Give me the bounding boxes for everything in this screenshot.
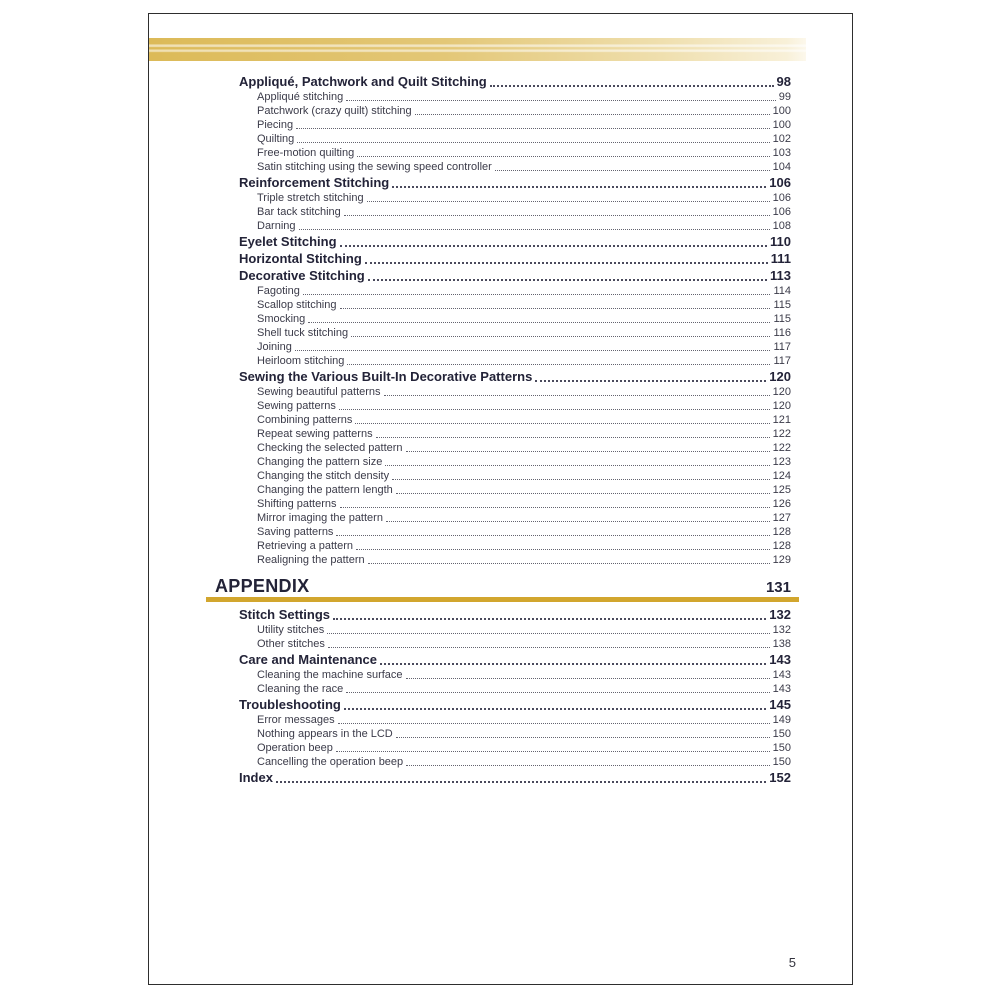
toc-entry-label: Triple stretch stitching [257,192,364,204]
toc-entry-page-number: 150 [772,742,791,754]
toc-entry-label: Sewing patterns [257,400,336,412]
toc-entry-label: Fagoting [257,285,300,297]
dot-leader [376,437,770,438]
toc-row [239,427,791,441]
toc-entry-label: Eyelet Stitching [239,234,337,249]
toc-row [239,511,791,525]
toc-entry-page-number: 106 [772,206,791,218]
toc-entry-label: Appliqué, Patchwork and Quilt Stitching [239,74,487,89]
toc-row [239,483,791,497]
toc-entry-page-number: 122 [772,428,791,440]
toc-row [239,326,791,340]
dot-leader [406,451,770,452]
dot-leader [339,409,770,410]
appendix-header [206,577,799,595]
toc-entry-label: Changing the pattern size [257,456,383,468]
dot-leader [340,507,770,508]
toc-entry-page-number: 111 [770,251,791,266]
dot-leader [347,364,770,365]
toc-entry-page-number: 123 [772,456,791,468]
toc-entry-page-number: 103 [772,147,791,159]
page-number: 5 [788,955,796,970]
toc-row [239,132,791,146]
toc-row [239,727,791,741]
dot-leader [357,156,769,157]
dot-leader [406,765,769,766]
toc-row [239,713,791,727]
toc-entry-page-number: 115 [773,313,791,325]
toc-entry-page-number: 152 [769,770,791,785]
dot-leader [386,521,770,522]
toc-row [239,298,791,312]
dot-leader [340,245,767,247]
toc-row [239,90,791,104]
toc-row [239,399,791,413]
toc-row [239,682,791,696]
dot-leader [415,114,770,115]
toc-entry-label: Darning [257,220,296,232]
dot-leader [333,618,766,620]
toc-entry-page-number: 132 [772,624,791,636]
toc-row [239,219,791,233]
toc-entry-page-number: 143 [772,683,791,695]
toc-entry-page-number: 106 [769,175,791,190]
dot-leader [328,647,770,648]
toc-entry-label: Joining [257,341,292,353]
toc-entry-label: Free-motion quilting [257,147,355,159]
toc-row [239,497,791,511]
dot-leader [296,128,770,129]
toc-entry-page-number: 132 [769,607,791,622]
toc-entry-label: Sewing the Various Built-In Decorative Patterns [239,369,533,384]
toc-row [239,385,791,399]
toc-entry-page-number: 106 [772,192,791,204]
toc-row [239,233,791,250]
toc-entry-label: Smocking [257,313,306,325]
toc-row [239,284,791,298]
toc-row [239,146,791,160]
toc-row [239,469,791,483]
toc-entry-page-number: 104 [772,161,791,173]
toc-entry-label: Cleaning the machine surface [257,669,403,681]
toc-entry-page-number: 128 [772,540,791,552]
dot-leader [327,633,769,634]
toc-row [239,525,791,539]
toc-entry-label: Reinforcement Stitching [239,175,390,190]
toc-entry-page-number: 115 [773,299,791,311]
dot-leader [367,201,770,202]
toc-entry-label: Sewing beautiful patterns [257,386,381,398]
dot-leader [368,279,767,281]
toc-entry-page-number: 100 [772,105,791,117]
toc-row [239,368,791,385]
toc-entry-page-number: 128 [772,526,791,538]
toc-row [239,160,791,174]
dot-leader [495,170,770,171]
toc-entry-page-number: 102 [772,133,791,145]
toc-row [239,267,791,284]
table-of-contents [206,73,799,786]
toc-row [239,755,791,769]
toc-entry-page-number: 114 [773,285,791,297]
toc-entry-page-number: 138 [772,638,791,650]
toc-entry-page-number: 120 [772,386,791,398]
toc-entry-label: Utility stitches [257,624,325,636]
toc-entry-page-number: 117 [773,355,791,367]
toc-entry-label: Decorative Stitching [239,268,365,283]
toc-entry-page-number: 125 [772,484,791,496]
toc-row [239,104,791,118]
toc-entry-page-number: 150 [772,728,791,740]
toc-entry-label: Horizontal Stitching [239,251,362,266]
dot-leader [392,186,766,188]
dot-leader [396,737,770,738]
toc-row [239,553,791,567]
dot-leader [346,100,776,101]
toc-entry-label: Cancelling the operation beep [257,756,404,768]
toc-entry-label: Cleaning the race [257,683,344,695]
toc-entry-label: Shifting patterns [257,498,337,510]
dot-leader [336,535,769,536]
toc-entry-label: Changing the stitch density [257,470,390,482]
toc-entry-label: Other stitches [257,638,325,650]
dot-leader [385,465,769,466]
toc-row [239,354,791,368]
toc-row [239,668,791,682]
toc-entry-page-number: 143 [769,652,791,667]
toc-entry-page-number: 120 [769,369,791,384]
toc-entry-label: Index [239,770,273,785]
toc-entry-page-number: 149 [772,714,791,726]
toc-entry-page-number: 121 [772,414,791,426]
toc-entry-page-number: 145 [769,697,791,712]
dot-leader [344,708,766,710]
toc-entry-label: Piecing [257,119,294,131]
dot-leader [299,229,770,230]
appendix-page-number: 131 [765,579,791,596]
toc-entry-page-number: 100 [772,119,791,131]
dot-leader [276,781,766,783]
toc-row [239,741,791,755]
dot-leader [392,479,770,480]
toc-row [239,696,791,713]
toc-row [239,637,791,651]
toc-row [239,769,791,786]
dot-leader [340,308,771,309]
toc-main-list [239,73,791,567]
dot-leader [344,215,770,216]
toc-entry-label: Shell tuck stitching [257,327,349,339]
dot-leader [338,723,770,724]
toc-entry-label: Scallop stitching [257,299,337,311]
toc-entry-page-number: 98 [776,74,791,89]
toc-entry-page-number: 99 [778,91,791,103]
dot-leader [396,493,770,494]
toc-entry-page-number: 126 [772,498,791,510]
toc-row [239,340,791,354]
toc-entry-label: Operation beep [257,742,333,754]
toc-entry-page-number: 113 [770,268,791,283]
toc-entry-label: Error messages [257,714,335,726]
toc-entry-label: Care and Maintenance [239,652,377,667]
appendix-gold-rule [206,597,799,602]
dot-leader [535,380,766,382]
toc-entry-page-number: 117 [773,341,791,353]
toc-entry-page-number: 116 [773,327,791,339]
dot-leader [365,262,768,264]
toc-entry-label: Patchwork (crazy quilt) stitching [257,105,412,117]
dot-leader [406,678,770,679]
page-frame [148,13,853,985]
toc-row [239,250,791,267]
toc-row [239,73,791,90]
dot-leader [490,85,774,87]
toc-entry-page-number: 110 [770,234,791,249]
toc-entry-label: Realigning the pattern [257,554,365,566]
toc-entry-page-number: 150 [772,756,791,768]
dot-leader [380,663,766,665]
toc-entry-page-number: 127 [772,512,791,524]
toc-entry-label: Changing the pattern length [257,484,393,496]
toc-entry-page-number: 122 [772,442,791,454]
toc-entry-label: Mirror imaging the pattern [257,512,383,524]
dot-leader [295,350,771,351]
dot-leader [384,395,770,396]
toc-row [239,205,791,219]
toc-entry-page-number: 120 [772,400,791,412]
toc-row [239,606,791,623]
toc-row [239,623,791,637]
appendix-title: APPENDIX [215,576,310,596]
dot-leader [297,142,769,143]
dot-leader [351,336,770,337]
header-gold-bar [149,38,806,61]
dot-leader [355,423,769,424]
toc-entry-page-number: 124 [772,470,791,482]
toc-row [239,413,791,427]
dot-leader [346,692,769,693]
dot-leader [308,322,770,323]
toc-entry-label: Checking the selected pattern [257,442,403,454]
toc-entry-label: Repeat sewing patterns [257,428,373,440]
toc-row [239,312,791,326]
toc-entry-label: Combining patterns [257,414,353,426]
toc-entry-label: Troubleshooting [239,697,341,712]
toc-entry-page-number: 108 [772,220,791,232]
toc-entry-label: Satin stitching using the sewing speed controller [257,161,492,173]
toc-row [239,441,791,455]
toc-row [239,118,791,132]
toc-entry-label: Nothing appears in the LCD [257,728,393,740]
toc-appendix-list [239,606,791,786]
toc-entry-label: Retrieving a pattern [257,540,353,552]
dot-leader [368,563,770,564]
toc-entry-page-number: 143 [772,669,791,681]
toc-row [239,539,791,553]
toc-entry-label: Saving patterns [257,526,334,538]
toc-entry-label: Bar tack stitching [257,206,341,218]
toc-row [239,174,791,191]
dot-leader [356,549,770,550]
toc-entry-label: Heirloom stitching [257,355,345,367]
dot-leader [336,751,770,752]
toc-entry-label: Appliqué stitching [257,91,344,103]
toc-row [239,191,791,205]
toc-entry-label: Stitch Settings [239,607,331,622]
toc-row [239,651,791,668]
dot-leader [303,294,771,295]
toc-row [239,455,791,469]
toc-entry-label: Quilting [257,133,295,145]
toc-entry-page-number: 129 [772,554,791,566]
